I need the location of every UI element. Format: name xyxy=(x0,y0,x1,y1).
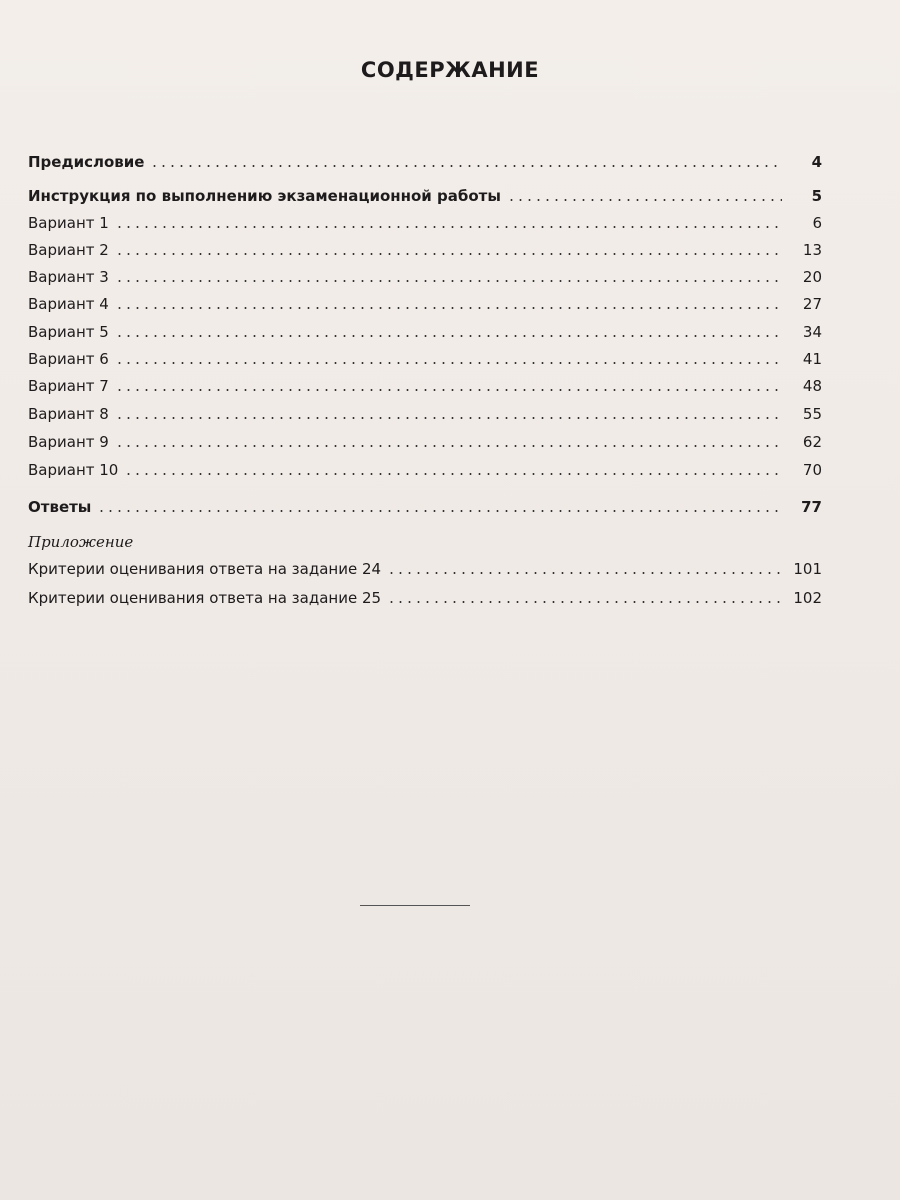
toc-entry xyxy=(28,495,822,519)
toc-leader-dots xyxy=(115,417,782,419)
toc-entry xyxy=(28,347,822,371)
toc-entry xyxy=(28,211,822,235)
toc-entry-label: Вариант 6 xyxy=(28,350,109,368)
toc-entry-page: 101 xyxy=(793,560,822,578)
toc-appendix-entry xyxy=(28,557,822,581)
toc-entry-page: 20 xyxy=(802,268,822,286)
toc-leader-dots xyxy=(115,280,782,282)
toc-entry xyxy=(28,402,822,426)
toc-entry-label: Вариант 9 xyxy=(28,433,109,451)
toc-entry xyxy=(28,430,822,454)
toc-entry xyxy=(28,265,822,289)
toc-entry-label: Критерии оценивания ответа на задание 24 xyxy=(28,560,382,578)
toc-leader-dots xyxy=(115,226,782,228)
toc-leader-dots xyxy=(150,165,782,167)
toc-entry-page: 62 xyxy=(802,433,822,451)
toc-entry xyxy=(28,184,822,208)
toc-entry-label: Вариант 5 xyxy=(28,323,109,341)
toc-entry-page: 41 xyxy=(802,350,822,368)
toc-leader-dots xyxy=(124,473,782,475)
toc-leader-dots xyxy=(115,362,782,364)
toc-entry-label: Вариант 2 xyxy=(28,241,109,259)
toc-leader-dots xyxy=(115,389,782,391)
toc-leader-dots xyxy=(387,601,782,603)
toc-entry-label: Вариант 10 xyxy=(28,461,119,479)
toc-entry-page: 27 xyxy=(802,295,822,313)
toc-entry-page: 34 xyxy=(802,323,822,341)
toc-entry-page: 6 xyxy=(812,214,822,232)
toc-entry-page: 102 xyxy=(793,589,822,607)
toc-leader-dots xyxy=(115,335,782,337)
toc-leader-dots xyxy=(115,307,782,309)
toc-entry-page: 70 xyxy=(802,461,822,479)
toc-leader-dots xyxy=(115,253,782,255)
appendix-heading: Приложение xyxy=(28,533,134,551)
toc-entry-label: Инструкция по выполнению экзаменационной работы xyxy=(28,187,501,205)
toc-entry-label: Предисловие xyxy=(28,153,145,171)
toc-entry xyxy=(28,292,822,316)
toc-entry-label: Вариант 7 xyxy=(28,377,109,395)
page-title: СОДЕРЖАНИЕ xyxy=(360,58,540,82)
toc-entry-page: 77 xyxy=(801,498,822,516)
toc-leader-dots xyxy=(115,445,782,447)
toc-entry-label: Вариант 4 xyxy=(28,295,109,313)
toc-entry-label: Вариант 1 xyxy=(28,214,109,232)
toc-leader-dots xyxy=(97,510,782,512)
toc-entry-label: Вариант 3 xyxy=(28,268,109,286)
toc-appendix-entry xyxy=(28,586,822,610)
toc-entry xyxy=(28,150,822,174)
toc-entry-page: 48 xyxy=(802,377,822,395)
toc-leader-dots xyxy=(387,572,782,574)
toc-entry-label: Критерии оценивания ответа на задание 25 xyxy=(28,589,382,607)
toc-entry-label: Вариант 8 xyxy=(28,405,109,423)
toc-entry-page: 13 xyxy=(802,241,822,259)
toc-entry xyxy=(28,458,822,482)
toc-entry xyxy=(28,238,822,262)
toc-leader-dots xyxy=(507,199,782,201)
toc-entry xyxy=(28,374,822,398)
toc-entry-page: 5 xyxy=(811,187,822,205)
divider-rule xyxy=(360,905,470,906)
toc-entry-page: 4 xyxy=(811,153,822,171)
toc-entry-page: 55 xyxy=(802,405,822,423)
toc-entry-label: Ответы xyxy=(28,498,92,516)
toc-entry xyxy=(28,320,822,344)
